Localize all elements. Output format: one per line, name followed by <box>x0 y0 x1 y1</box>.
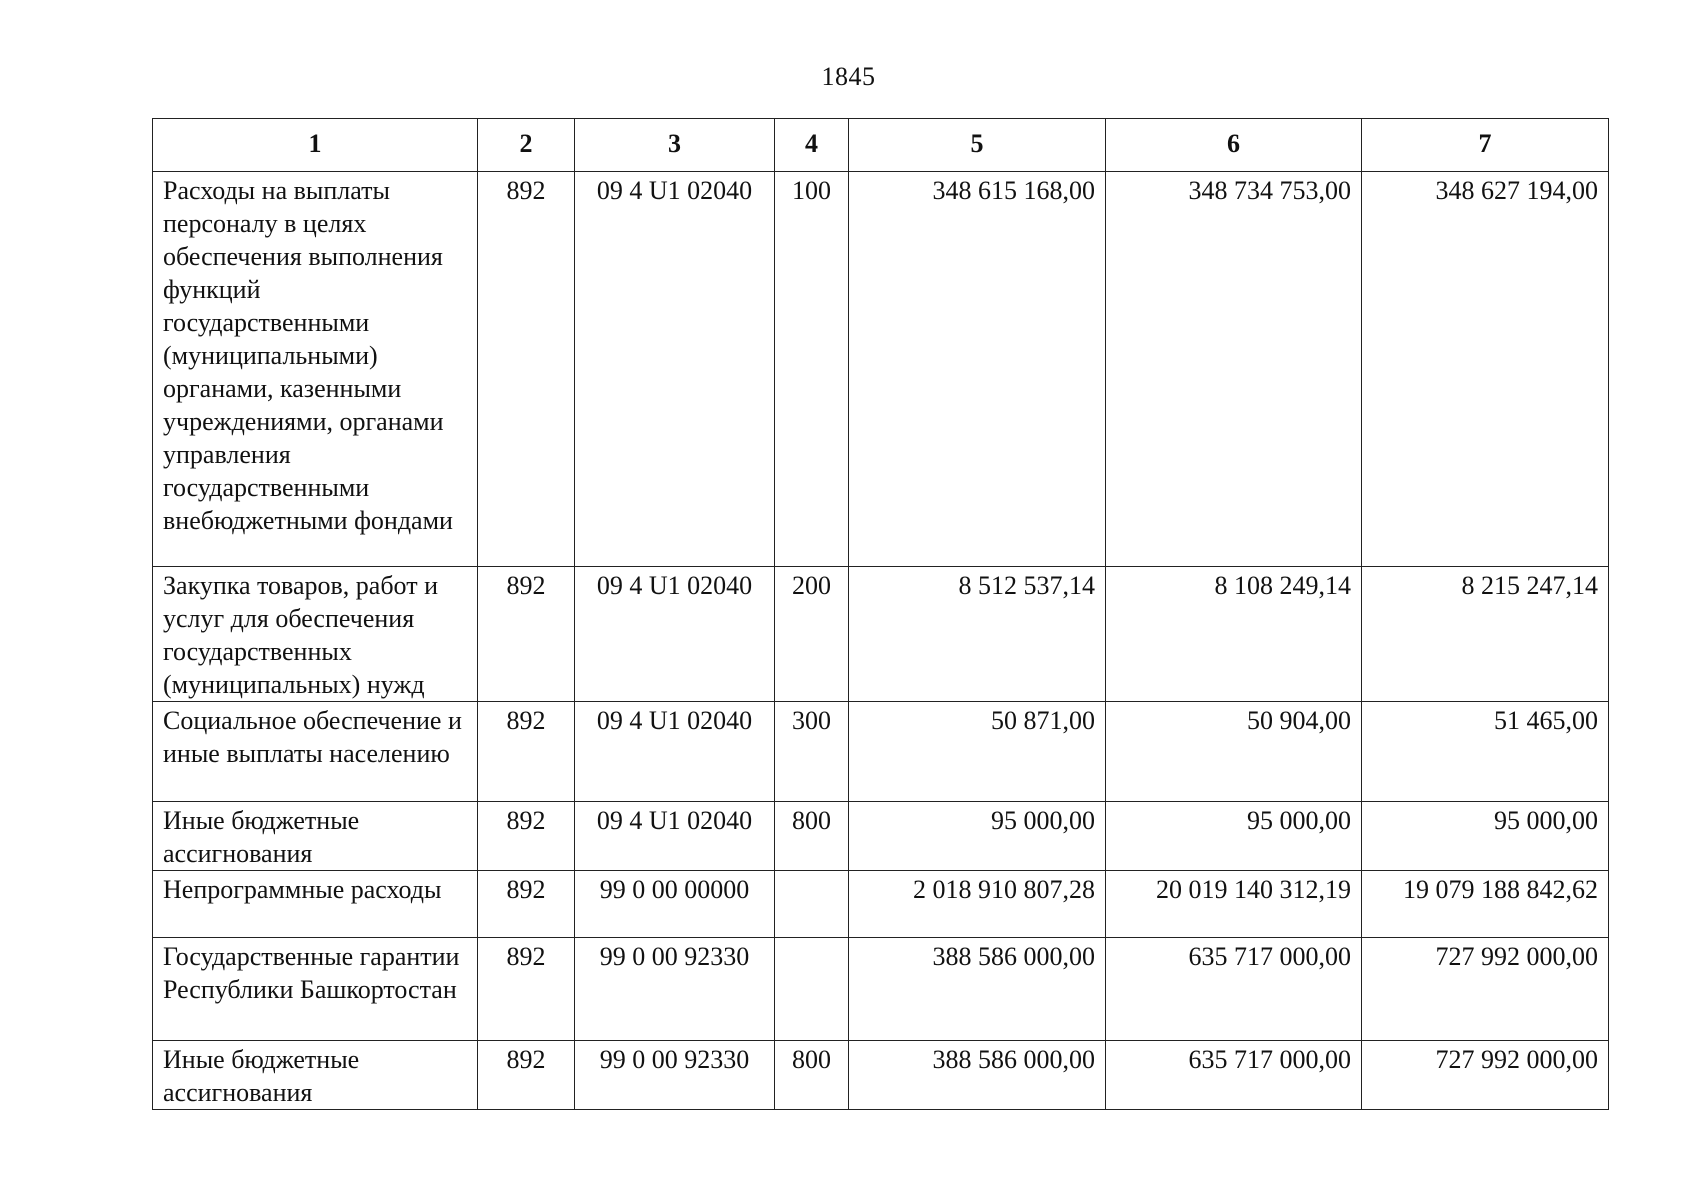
expense-name-cell: Иные бюджетные ассигнования <box>153 1041 478 1110</box>
expense-name-cell: Государственные гарантии Республики Башкортостан <box>153 938 478 1041</box>
amount-col7-cell: 95 000,00 <box>1362 802 1609 871</box>
target-code-cell: 99 0 00 00000 <box>575 871 775 938</box>
page-number: 1845 <box>821 62 876 91</box>
amount-col5-cell: 2 018 910 807,28 <box>849 871 1106 938</box>
amount-col5-cell: 50 871,00 <box>849 702 1106 802</box>
expense-name-cell: Социальное обеспечение и иные выплаты населению <box>153 702 478 802</box>
amount-col6-cell: 20 019 140 312,19 <box>1106 871 1362 938</box>
admin-code-cell: 892 <box>478 172 575 567</box>
table-row <box>153 802 1609 871</box>
column-header: 4 <box>775 119 849 172</box>
column-header: 6 <box>1106 119 1362 172</box>
expense-name-cell: Закупка товаров, работ и услуг для обеспечения государственных (муниципальных) нужд <box>153 567 478 702</box>
column-header: 7 <box>1362 119 1609 172</box>
amount-col7-cell: 8 215 247,14 <box>1362 567 1609 702</box>
admin-code-cell: 892 <box>478 871 575 938</box>
table-row <box>153 871 1609 938</box>
table-row <box>153 1041 1609 1110</box>
table-row <box>153 938 1609 1041</box>
amount-col6-cell: 95 000,00 <box>1106 802 1362 871</box>
expense-type-cell: 100 <box>775 172 849 567</box>
expense-type-cell: 800 <box>775 1041 849 1110</box>
amount-col6-cell: 348 734 753,00 <box>1106 172 1362 567</box>
expense-type-cell <box>775 938 849 1041</box>
table-row <box>153 172 1609 567</box>
admin-code-cell: 892 <box>478 1041 575 1110</box>
admin-code-cell: 892 <box>478 702 575 802</box>
target-code-cell: 09 4 U1 02040 <box>575 172 775 567</box>
expense-name-cell: Расходы на выплаты персоналу в целях обеспечения выполнения функций государственными (муниципальными) органами, казенными учреждениями, органами управления государственными внебюджетными фондами <box>153 172 478 567</box>
amount-col7-cell: 727 992 000,00 <box>1362 938 1609 1041</box>
expense-name-cell: Непрограммные расходы <box>153 871 478 938</box>
expense-type-cell: 800 <box>775 802 849 871</box>
admin-code-cell: 892 <box>478 802 575 871</box>
column-header: 5 <box>849 119 1106 172</box>
target-code-cell: 09 4 U1 02040 <box>575 802 775 871</box>
amount-col5-cell: 95 000,00 <box>849 802 1106 871</box>
amount-col5-cell: 348 615 168,00 <box>849 172 1106 567</box>
amount-col5-cell: 388 586 000,00 <box>849 1041 1106 1110</box>
amount-col6-cell: 50 904,00 <box>1106 702 1362 802</box>
expense-type-cell <box>775 871 849 938</box>
budget-table <box>152 118 1609 1110</box>
admin-code-cell: 892 <box>478 567 575 702</box>
column-header: 2 <box>478 119 575 172</box>
target-code-cell: 99 0 00 92330 <box>575 938 775 1041</box>
target-code-cell: 09 4 U1 02040 <box>575 567 775 702</box>
amount-col7-cell: 51 465,00 <box>1362 702 1609 802</box>
amount-col7-cell: 727 992 000,00 <box>1362 1041 1609 1110</box>
column-header: 3 <box>575 119 775 172</box>
column-header: 1 <box>153 119 478 172</box>
amount-col5-cell: 388 586 000,00 <box>849 938 1106 1041</box>
amount-col7-cell: 348 627 194,00 <box>1362 172 1609 567</box>
expense-name-cell: Иные бюджетные ассигнования <box>153 802 478 871</box>
amount-col6-cell: 635 717 000,00 <box>1106 938 1362 1041</box>
table-row <box>153 702 1609 802</box>
table-row <box>153 567 1609 702</box>
amount-col5-cell: 8 512 537,14 <box>849 567 1106 702</box>
target-code-cell: 99 0 00 92330 <box>575 1041 775 1110</box>
admin-code-cell: 892 <box>478 938 575 1041</box>
target-code-cell: 09 4 U1 02040 <box>575 702 775 802</box>
amount-col6-cell: 8 108 249,14 <box>1106 567 1362 702</box>
expense-type-cell: 200 <box>775 567 849 702</box>
header-row <box>153 119 1609 172</box>
amount-col7-cell: 19 079 188 842,62 <box>1362 871 1609 938</box>
expense-type-cell: 300 <box>775 702 849 802</box>
amount-col6-cell: 635 717 000,00 <box>1106 1041 1362 1110</box>
